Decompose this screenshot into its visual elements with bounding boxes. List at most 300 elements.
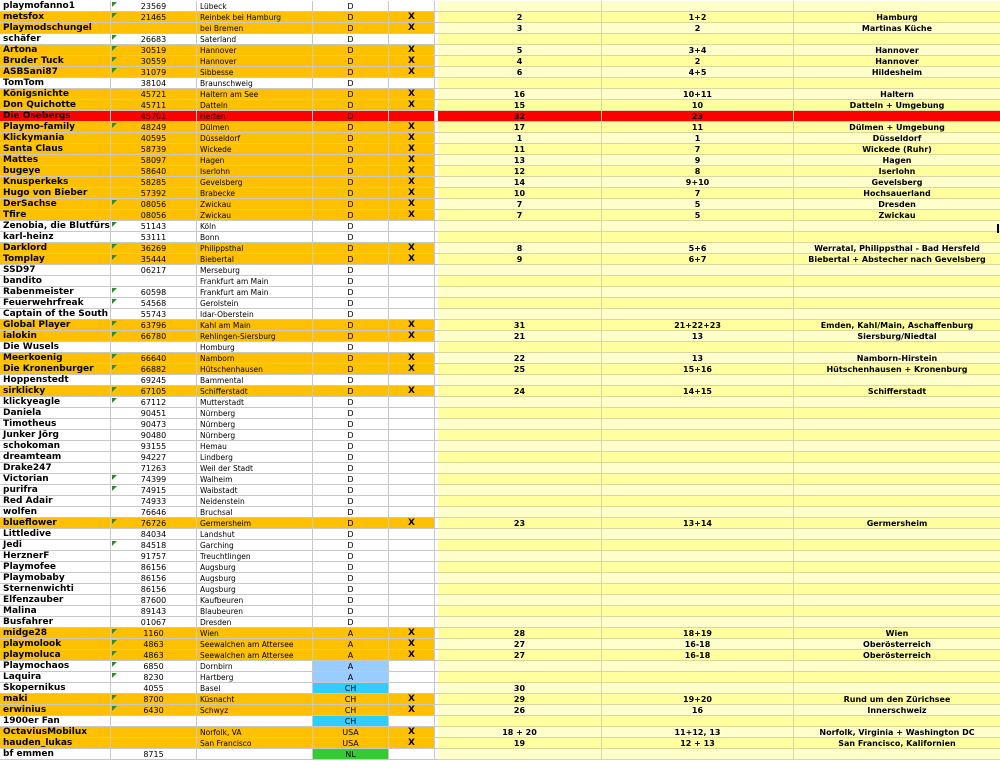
cell-x[interactable] [389,408,435,419]
cell-col-b[interactable] [602,474,794,485]
table-row[interactable] [0,155,1000,166]
table-row[interactable] [0,562,1000,573]
cell-col-a[interactable] [438,551,602,562]
cell-x[interactable] [389,111,435,122]
cell-x[interactable]: X [389,727,435,738]
cell-x[interactable]: X [389,56,435,67]
table-row[interactable] [0,144,1000,155]
cell-col-c[interactable]: Iserlohn [794,166,1000,177]
cell-land[interactable]: D [313,364,389,375]
cell-plz[interactable]: 4055 [111,683,197,694]
cell-ort[interactable]: Iserlohn [197,166,313,177]
cell-col-c[interactable] [794,606,1000,617]
table-row[interactable] [0,210,1000,221]
cell-ort[interactable]: Germersheim [197,518,313,529]
cell-ort[interactable] [197,749,313,760]
cell-col-b[interactable]: 10+11 [602,89,794,100]
cell-col-a[interactable]: 15 [438,100,602,111]
cell-name[interactable]: Malina [0,606,111,617]
cell-col-b[interactable]: 13+14 [602,518,794,529]
cell-col-b[interactable]: 2 [602,56,794,67]
cell-x[interactable] [389,496,435,507]
cell-col-c[interactable] [794,221,1000,232]
cell-x[interactable] [389,298,435,309]
cell-plz[interactable]: 67105 [111,386,197,397]
table-row[interactable] [0,188,1000,199]
cell-land[interactable]: A [313,650,389,661]
table-row[interactable] [0,452,1000,463]
cell-col-b[interactable]: 13 [602,353,794,364]
cell-land[interactable]: NL [313,749,389,760]
cell-plz[interactable]: 1160 [111,628,197,639]
cell-plz[interactable]: 8230 [111,672,197,683]
cell-col-a[interactable] [438,540,602,551]
cell-col-a[interactable]: 11 [438,144,602,155]
cell-land[interactable]: A [313,661,389,672]
cell-ort[interactable]: Datteln [197,100,313,111]
cell-land[interactable]: D [313,287,389,298]
cell-col-b[interactable] [602,276,794,287]
cell-col-c[interactable] [794,661,1000,672]
cell-name[interactable]: Sternenwichti [0,584,111,595]
cell-land[interactable]: D [313,1,389,12]
cell-col-b[interactable]: 9+10 [602,177,794,188]
cell-x[interactable]: X [389,639,435,650]
table-row[interactable] [0,628,1000,639]
cell-plz[interactable]: 6850 [111,661,197,672]
cell-col-a[interactable]: 22 [438,353,602,364]
cell-col-b[interactable] [602,78,794,89]
cell-plz[interactable]: 58097 [111,155,197,166]
cell-plz[interactable]: 45711 [111,100,197,111]
table-row[interactable] [0,463,1000,474]
cell-land[interactable]: D [313,430,389,441]
cell-col-c[interactable] [794,419,1000,430]
cell-ort[interactable]: Frankfurt am Main [197,276,313,287]
cell-col-b[interactable] [602,408,794,419]
cell-plz[interactable]: 89143 [111,606,197,617]
cell-name[interactable]: Elfenzauber [0,595,111,606]
cell-ort[interactable]: Waibstadt [197,485,313,496]
cell-col-a[interactable] [438,419,602,430]
cell-plz[interactable]: 45721 [111,89,197,100]
cell-x[interactable] [389,529,435,540]
cell-land[interactable]: D [313,166,389,177]
cell-col-c[interactable] [794,749,1000,760]
cell-col-b[interactable] [602,397,794,408]
cell-ort[interactable]: Schifferstadt [197,386,313,397]
cell-ort[interactable]: Neidenstein [197,496,313,507]
cell-col-c[interactable] [794,672,1000,683]
cell-plz[interactable]: 6430 [111,705,197,716]
table-row[interactable] [0,573,1000,584]
cell-name[interactable]: Feuerwehrfreak [0,298,111,309]
table-row[interactable] [0,705,1000,716]
cell-col-c[interactable] [794,34,1000,45]
cell-ort[interactable]: Herten [197,111,313,122]
cell-ort[interactable]: Blaubeuren [197,606,313,617]
cell-col-c[interactable] [794,540,1000,551]
cell-land[interactable]: D [313,188,389,199]
cell-name[interactable]: bandito [0,276,111,287]
table-row[interactable] [0,474,1000,485]
cell-col-a[interactable]: 24 [438,386,602,397]
table-row[interactable] [0,232,1000,243]
cell-ort[interactable]: Bruchsal [197,507,313,518]
cell-plz[interactable]: 26683 [111,34,197,45]
cell-col-b[interactable]: 15+16 [602,364,794,375]
cell-col-c[interactable] [794,584,1000,595]
cell-col-c[interactable] [794,397,1000,408]
cell-x[interactable]: X [389,243,435,254]
cell-col-a[interactable] [438,507,602,518]
table-row[interactable] [0,221,1000,232]
cell-plz[interactable]: 01067 [111,617,197,628]
cell-x[interactable] [389,441,435,452]
cell-col-b[interactable] [602,342,794,353]
cell-col-b[interactable]: 13 [602,331,794,342]
cell-ort[interactable]: Zwickau [197,210,313,221]
cell-ort[interactable]: Norfolk, VA [197,727,313,738]
cell-col-b[interactable]: 1+2 [602,12,794,23]
cell-col-a[interactable] [438,562,602,573]
cell-land[interactable]: CH [313,683,389,694]
cell-plz[interactable]: 08056 [111,210,197,221]
cell-plz[interactable]: 91757 [111,551,197,562]
cell-col-a[interactable] [438,221,602,232]
cell-ort[interactable]: Gevelsberg [197,177,313,188]
cell-x[interactable] [389,463,435,474]
cell-col-b[interactable] [602,551,794,562]
cell-col-a[interactable] [438,276,602,287]
cell-col-c[interactable]: Namborn-Hirstein [794,353,1000,364]
cell-name[interactable]: maki [0,694,111,705]
cell-col-b[interactable]: 16-18 [602,650,794,661]
cell-col-a[interactable]: 27 [438,650,602,661]
cell-land[interactable]: D [313,243,389,254]
cell-land[interactable]: D [313,144,389,155]
cell-x[interactable]: X [389,89,435,100]
cell-land[interactable]: A [313,672,389,683]
cell-name[interactable]: midge28 [0,628,111,639]
cell-plz[interactable]: 63796 [111,320,197,331]
cell-col-b[interactable] [602,287,794,298]
table-row[interactable] [0,738,1000,749]
cell-x[interactable] [389,232,435,243]
cell-name[interactable]: Hugo von Bieber [0,188,111,199]
cell-name[interactable]: Meerkoenig [0,353,111,364]
cell-plz[interactable]: 30559 [111,56,197,67]
cell-name[interactable]: playmofanno1 [0,1,111,12]
cell-land[interactable]: D [313,375,389,386]
table-row[interactable] [0,166,1000,177]
cell-col-a[interactable] [438,375,602,386]
cell-col-c[interactable] [794,375,1000,386]
cell-ort[interactable]: Hemau [197,441,313,452]
cell-ort[interactable]: Sibbesse [197,67,313,78]
cell-land[interactable]: D [313,221,389,232]
cell-col-a[interactable] [438,408,602,419]
cell-x[interactable]: X [389,45,435,56]
cell-x[interactable]: X [389,155,435,166]
cell-col-b[interactable] [602,496,794,507]
cell-x[interactable]: X [389,23,435,34]
cell-col-a[interactable] [438,430,602,441]
cell-col-b[interactable] [602,716,794,727]
table-row[interactable] [0,485,1000,496]
cell-col-c[interactable]: Wickede (Ruhr) [794,144,1000,155]
cell-ort[interactable]: Zwickau [197,199,313,210]
cell-plz[interactable]: 66882 [111,364,197,375]
cell-plz[interactable]: 4863 [111,639,197,650]
cell-col-b[interactable] [602,661,794,672]
cell-ort[interactable]: Landshut [197,529,313,540]
cell-x[interactable]: X [389,100,435,111]
cell-col-c[interactable] [794,496,1000,507]
cell-col-a[interactable]: 19 [438,738,602,749]
cell-col-a[interactable] [438,452,602,463]
cell-col-c[interactable] [794,551,1000,562]
cell-col-c[interactable]: Hagen [794,155,1000,166]
cell-col-b[interactable]: 9 [602,155,794,166]
table-row[interactable] [0,617,1000,628]
cell-col-a[interactable]: 23 [438,518,602,529]
table-row[interactable] [0,650,1000,661]
cell-col-a[interactable] [438,298,602,309]
cell-ort[interactable]: Augsburg [197,562,313,573]
table-row[interactable] [0,749,1000,760]
cell-x[interactable] [389,430,435,441]
table-row[interactable] [0,716,1000,727]
cell-col-c[interactable]: Siersburg/Niedtal [794,331,1000,342]
cell-ort[interactable]: Küsnacht [197,694,313,705]
cell-col-a[interactable]: 27 [438,639,602,650]
cell-col-c[interactable] [794,507,1000,518]
cell-col-a[interactable]: 8 [438,243,602,254]
table-row[interactable] [0,441,1000,452]
cell-land[interactable]: D [313,562,389,573]
cell-col-a[interactable] [438,672,602,683]
cell-x[interactable] [389,507,435,518]
cell-col-c[interactable]: Germersheim [794,518,1000,529]
cell-x[interactable]: X [389,166,435,177]
table-row[interactable] [0,694,1000,705]
cell-col-b[interactable]: 11 [602,122,794,133]
cell-col-a[interactable]: 7 [438,199,602,210]
cell-ort[interactable]: Augsburg [197,573,313,584]
cell-ort[interactable]: Mutterstadt [197,397,313,408]
cell-col-c[interactable]: Oberösterreich [794,639,1000,650]
cell-name[interactable]: Skopernikus [0,683,111,694]
cell-plz[interactable]: 67112 [111,397,197,408]
cell-x[interactable] [389,562,435,573]
cell-col-b[interactable] [602,265,794,276]
cell-col-c[interactable] [794,287,1000,298]
cell-name[interactable]: Laquira [0,672,111,683]
cell-name[interactable]: Victorian [0,474,111,485]
table-row[interactable] [0,639,1000,650]
cell-col-a[interactable] [438,287,602,298]
cell-plz[interactable]: 90451 [111,408,197,419]
cell-col-c[interactable]: Emden, Kahl/Main, Aschaffenburg [794,320,1000,331]
cell-col-b[interactable]: 12 + 13 [602,738,794,749]
cell-ort[interactable]: Dornbirn [197,661,313,672]
cell-ort[interactable]: Augsburg [197,584,313,595]
cell-col-c[interactable] [794,111,1000,122]
cell-col-c[interactable]: Datteln + Umgebung [794,100,1000,111]
cell-name[interactable]: Drake247 [0,463,111,474]
cell-ort[interactable]: Braunschweig [197,78,313,89]
cell-land[interactable]: D [313,474,389,485]
cell-x[interactable] [389,276,435,287]
cell-x[interactable] [389,683,435,694]
cell-land[interactable]: D [313,34,389,45]
cell-land[interactable]: D [313,210,389,221]
cell-col-b[interactable]: 5 [602,210,794,221]
cell-col-a[interactable] [438,606,602,617]
cell-land[interactable]: D [313,320,389,331]
cell-plz[interactable]: 84034 [111,529,197,540]
cell-land[interactable]: USA [313,738,389,749]
cell-plz[interactable]: 40595 [111,133,197,144]
cell-col-a[interactable]: 12 [438,166,602,177]
cell-plz[interactable]: 45701 [111,111,197,122]
cell-plz[interactable]: 36269 [111,243,197,254]
cell-col-a[interactable]: 28 [438,628,602,639]
cell-col-c[interactable] [794,309,1000,320]
cell-plz[interactable]: 90473 [111,419,197,430]
cell-name[interactable]: playmolook [0,639,111,650]
cell-col-a[interactable] [438,529,602,540]
table-row[interactable] [0,254,1000,265]
cell-col-b[interactable]: 3+4 [602,45,794,56]
cell-col-b[interactable]: 7 [602,188,794,199]
cell-name[interactable]: klickyeagle [0,397,111,408]
table-row[interactable] [0,408,1000,419]
cell-col-c[interactable] [794,1,1000,12]
cell-ort[interactable]: Hartberg [197,672,313,683]
cell-col-c[interactable]: San Francisco, Kalifornien [794,738,1000,749]
cell-col-c[interactable]: Hamburg [794,12,1000,23]
cell-col-c[interactable]: Dülmen + Umgebung [794,122,1000,133]
cell-plz[interactable]: 58739 [111,144,197,155]
cell-name[interactable]: sirklicky [0,386,111,397]
cell-name[interactable]: Klickymania [0,133,111,144]
cell-land[interactable]: D [313,232,389,243]
cell-x[interactable]: X [389,386,435,397]
cell-x[interactable]: X [389,67,435,78]
cell-col-c[interactable] [794,617,1000,628]
cell-plz[interactable]: 23569 [111,1,197,12]
cell-name[interactable]: purifra [0,485,111,496]
cell-ort[interactable]: Idar-Oberstein [197,309,313,320]
cell-col-b[interactable] [602,683,794,694]
cell-col-c[interactable] [794,683,1000,694]
cell-col-a[interactable]: 14 [438,177,602,188]
cell-col-b[interactable] [602,540,794,551]
cell-col-a[interactable] [438,232,602,243]
cell-col-a[interactable]: 7 [438,210,602,221]
cell-name[interactable]: Die Wusels [0,342,111,353]
cell-name[interactable]: TomTom [0,78,111,89]
cell-name[interactable]: Playmobaby [0,573,111,584]
cell-plz[interactable] [111,738,197,749]
cell-ort[interactable]: Weil der Stadt [197,463,313,474]
cell-land[interactable]: D [313,419,389,430]
table-row[interactable] [0,386,1000,397]
cell-col-c[interactable]: Hochsauerland [794,188,1000,199]
cell-x[interactable] [389,78,435,89]
cell-ort[interactable]: Reinbek bei Hamburg [197,12,313,23]
cell-ort[interactable]: Hagen [197,155,313,166]
cell-land[interactable]: D [313,529,389,540]
cell-x[interactable] [389,485,435,496]
cell-ort[interactable]: Lindberg [197,452,313,463]
cell-ort[interactable]: Walheim [197,474,313,485]
cell-x[interactable]: X [389,628,435,639]
cell-x[interactable] [389,716,435,727]
cell-col-b[interactable] [602,1,794,12]
cell-col-c[interactable] [794,408,1000,419]
cell-col-a[interactable]: 13 [438,155,602,166]
cell-col-b[interactable] [602,419,794,430]
cell-ort[interactable]: Bammental [197,375,313,386]
cell-col-c[interactable]: Haltern [794,89,1000,100]
cell-col-b[interactable] [602,463,794,474]
cell-col-c[interactable]: Hütschenhausen + Kronenburg [794,364,1000,375]
cell-col-a[interactable] [438,474,602,485]
cell-col-c[interactable] [794,276,1000,287]
cell-land[interactable]: D [313,386,389,397]
cell-name[interactable]: OctaviusMobilux [0,727,111,738]
cell-plz[interactable]: 57392 [111,188,197,199]
cell-x[interactable] [389,672,435,683]
cell-name[interactable]: dreamteam [0,452,111,463]
cell-ort[interactable]: Rehlingen-Siersburg [197,331,313,342]
cell-col-b[interactable] [602,375,794,386]
cell-ort[interactable]: Kahl am Main [197,320,313,331]
table-row[interactable] [0,507,1000,518]
cell-col-b[interactable] [602,606,794,617]
cell-x[interactable]: X [389,144,435,155]
cell-ort[interactable]: Homburg [197,342,313,353]
cell-x[interactable]: X [389,331,435,342]
cell-col-b[interactable]: 23 [602,111,794,122]
cell-land[interactable]: D [313,122,389,133]
cell-ort[interactable] [197,716,313,727]
cell-name[interactable]: bugeye [0,166,111,177]
cell-x[interactable]: X [389,364,435,375]
cell-land[interactable]: D [313,78,389,89]
table-row[interactable] [0,243,1000,254]
cell-name[interactable]: Bruder Tuck [0,56,111,67]
cell-name[interactable]: erwinius [0,705,111,716]
cell-col-a[interactable] [438,749,602,760]
cell-plz[interactable] [111,342,197,353]
cell-col-a[interactable] [438,584,602,595]
cell-x[interactable] [389,595,435,606]
cell-col-a[interactable]: 9 [438,254,602,265]
cell-land[interactable]: D [313,100,389,111]
cell-col-b[interactable] [602,452,794,463]
cell-name[interactable]: Jedi [0,540,111,551]
cell-col-c[interactable] [794,78,1000,89]
cell-name[interactable]: Global Player [0,320,111,331]
cell-name[interactable]: Königsnichte [0,89,111,100]
cell-land[interactable]: D [313,177,389,188]
table-row[interactable] [0,375,1000,386]
cell-name[interactable]: bf emmen [0,749,111,760]
